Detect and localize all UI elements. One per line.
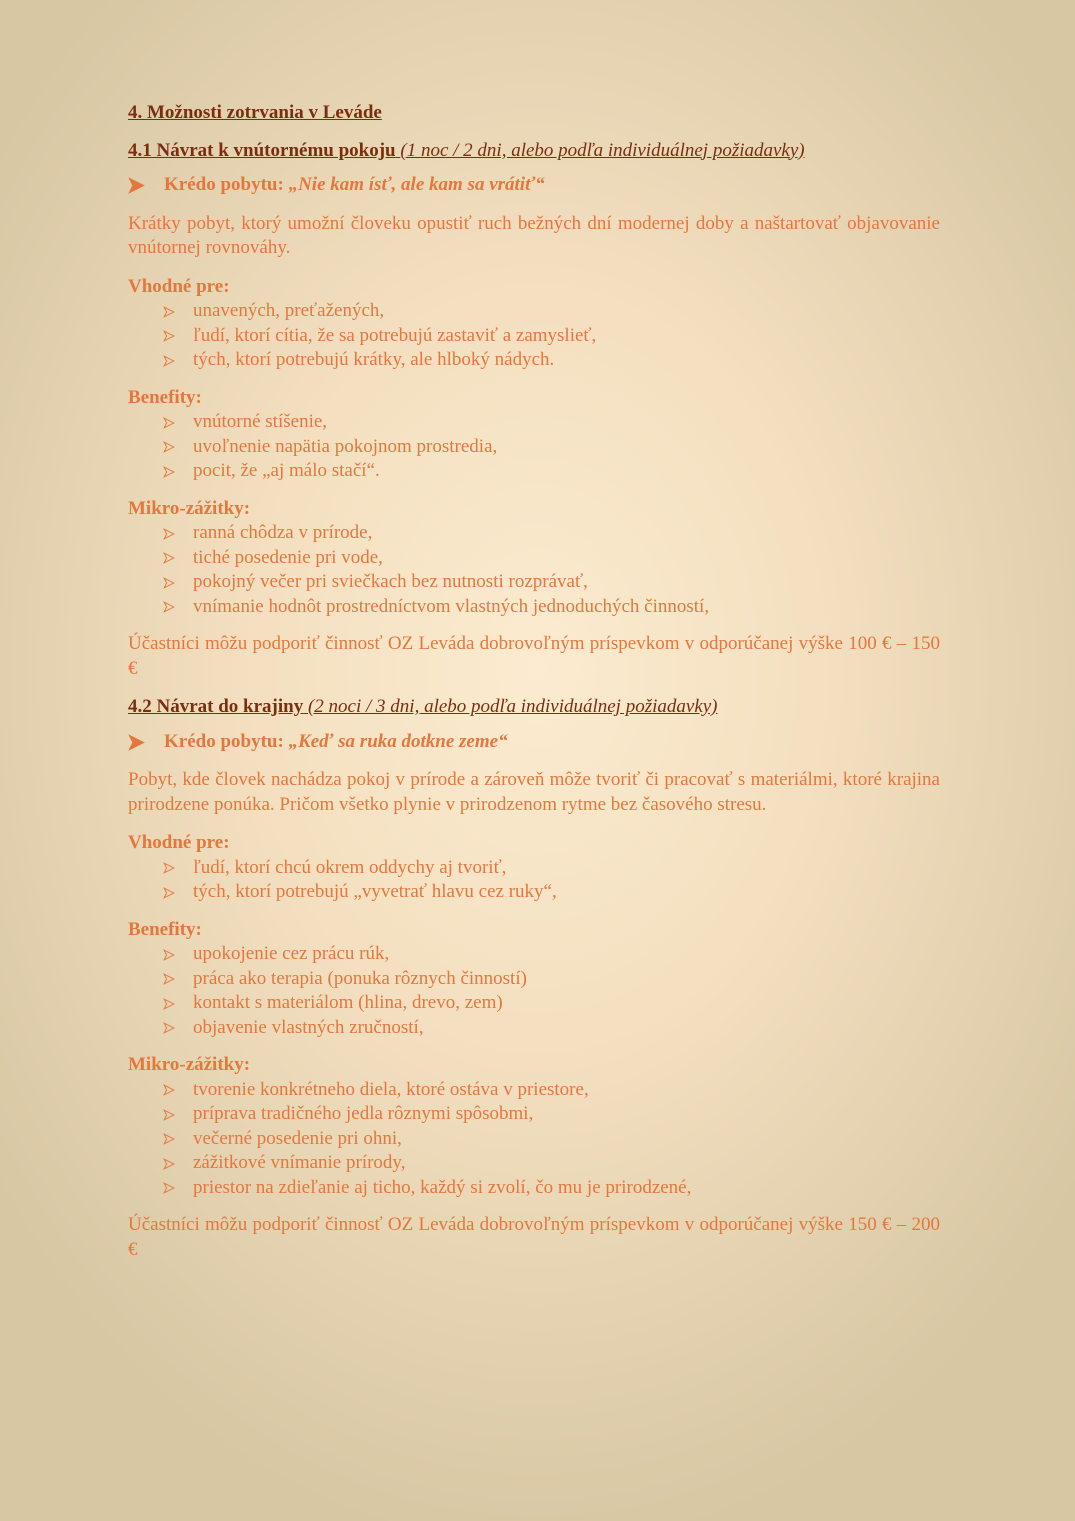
- arrowhead-bullet-icon: [163, 1128, 175, 1153]
- benefits-label: Benefity:: [128, 918, 202, 940]
- section-subtitle: (2 noci / 3 dni, alebo podľa individuálnej požiadavky): [307, 696, 718, 717]
- suitable-for-list: [128, 299, 940, 373]
- credo-line: [128, 730, 940, 755]
- list-item: [128, 546, 940, 571]
- micro-experiences-label: Mikro-zážitky:: [128, 1054, 251, 1075]
- arrowhead-bullet-icon: [163, 349, 175, 374]
- arrowhead-bullet-icon: [163, 1152, 175, 1177]
- credo-label: Krédo pobytu:: [164, 730, 284, 752]
- section-1: [128, 139, 940, 682]
- arrowhead-bullet-icon: [163, 596, 175, 621]
- list-item: [128, 570, 940, 595]
- credo-text: „Keď sa ruka dotkne zeme“: [288, 730, 508, 752]
- list-item-text: vnútorné stíšenie,: [193, 411, 328, 432]
- arrowhead-bullet-icon: [163, 881, 175, 906]
- list-item: [128, 410, 940, 435]
- section-description: Krátky pobyt, ktorý umožní človeku opustiť ruch bežných dní modernej doby a naštartovať objavovanie vnútornej rovnováhy.: [128, 212, 940, 258]
- list-item-text: tých, ktorí potrebujú „vyvetrať hlavu cez ruky“,: [193, 881, 557, 902]
- list-item: [128, 595, 940, 620]
- arrowhead-bullet-icon: [163, 943, 175, 968]
- arrowhead-bullet-icon: [163, 1103, 175, 1128]
- credo-label: Krédo pobytu:: [164, 174, 284, 195]
- list-item: [128, 435, 940, 460]
- credo-text: „Nie kam ísť, ale kam sa vrátiť“: [288, 174, 545, 195]
- list-item-text: zážitkové vnímanie prírody,: [193, 1152, 406, 1173]
- list-item: [128, 1151, 940, 1176]
- suitable-for-list: [128, 856, 940, 905]
- section-title-text: 4.1 Návrat k vnútornému pokoju: [128, 139, 396, 161]
- contribution-note: Účastníci môžu podporiť činnosť OZ Leváda dobrovoľným príspevkom v odporúčanej výške 150 € – 200 €: [128, 1214, 940, 1260]
- list-item: [128, 1176, 940, 1201]
- section-title: [128, 695, 940, 720]
- suitable-for-label: Vhodné pre:: [128, 832, 230, 853]
- contribution-note: Účastníci môžu podporiť činnosť OZ Leváda dobrovoľným príspevkom v odporúčanej výške 100 € – 150 €: [128, 633, 940, 679]
- list-item-text: večerné posedenie pri ohni,: [193, 1127, 402, 1149]
- suitable-for-label: Vhodné pre:: [128, 275, 230, 297]
- list-item: [128, 942, 940, 967]
- list-item-text: pocit, že „aj málo stačí“.: [193, 460, 380, 481]
- page-heading: 4. Možnosti zotrvania v Leváde: [128, 102, 382, 123]
- micro-experiences-list: [128, 1078, 940, 1201]
- list-item-text: kontakt s materiálom (hlina, drevo, zem): [193, 992, 503, 1013]
- arrowhead-bullet-icon: [163, 857, 175, 882]
- list-item-text: tiché posedenie pri vode,: [193, 546, 383, 568]
- arrowhead-bullet-icon: [163, 411, 175, 436]
- arrowhead-bullet-icon: [163, 547, 175, 572]
- list-item-text: objavenie vlastných zručností,: [193, 1016, 424, 1038]
- list-item: [128, 1127, 940, 1152]
- list-item-text: práca ako terapia (ponuka rôznych činností): [193, 967, 527, 989]
- arrowhead-bullet-icon: [163, 571, 175, 596]
- arrowhead-bullet-icon: [163, 460, 175, 485]
- section-title: [128, 139, 940, 164]
- micro-experiences-list: [128, 521, 940, 619]
- list-item: [128, 880, 940, 905]
- section-subtitle: (1 noc / 2 dni, alebo podľa individuálnej požiadavky): [400, 139, 805, 161]
- list-item-text: priestor na zdieľanie aj ticho, každý si zvolí, čo mu je prirodzené,: [193, 1176, 692, 1198]
- list-item: [128, 521, 940, 546]
- benefits-list: [128, 410, 940, 484]
- sections-container: [128, 139, 940, 1263]
- arrowhead-bullet-icon: [163, 300, 175, 325]
- list-item: [128, 967, 940, 992]
- list-item-text: ranná chôdza v prírode,: [193, 522, 373, 543]
- section-title-text: 4.2 Návrat do krajiny: [128, 696, 304, 717]
- list-item-text: príprava tradičného jedla rôznymi spôsobmi,: [193, 1103, 534, 1124]
- arrowhead-bullet-icon: [163, 1079, 175, 1104]
- list-item-text: uvoľnenie napätia pokojnom prostredia,: [193, 435, 498, 457]
- list-item-text: ľudí, ktorí cítia, že sa potrebujú zastaviť a zamyslieť,: [193, 324, 597, 346]
- list-item-text: unavených, preťažených,: [193, 300, 385, 321]
- list-item: [128, 299, 940, 324]
- arrowhead-bullet-icon: [163, 968, 175, 993]
- section-2: [128, 695, 940, 1262]
- benefits-label: Benefity:: [128, 386, 202, 408]
- credo-line: [128, 173, 940, 198]
- benefits-list: [128, 942, 940, 1040]
- list-item-text: pokojný večer pri sviečkach bez nutnosti rozprávať,: [193, 571, 588, 592]
- list-item-text: upokojenie cez prácu rúk,: [193, 943, 390, 964]
- arrowhead-bullet-icon: [163, 1017, 175, 1042]
- arrowhead-bullet-icon: [128, 173, 150, 198]
- list-item-text: ľudí, ktorí chcú okrem oddychy aj tvoriť,: [193, 856, 507, 878]
- list-item-text: tých, ktorí potrebujú krátky, ale hlboký nádych.: [193, 349, 555, 370]
- list-item: [128, 348, 940, 373]
- list-item: [128, 1016, 940, 1041]
- list-item: [128, 856, 940, 881]
- micro-experiences-label: Mikro-zážitky:: [128, 497, 251, 519]
- arrowhead-bullet-icon: [163, 325, 175, 350]
- document-page: [128, 101, 940, 1276]
- arrowhead-bullet-icon: [163, 992, 175, 1017]
- list-item: [128, 324, 940, 349]
- arrowhead-bullet-icon: [163, 436, 175, 461]
- list-item: [128, 1078, 940, 1103]
- list-item-text: tvorenie konkrétneho diela, ktoré ostáva v priestore,: [193, 1078, 589, 1100]
- list-item: [128, 991, 940, 1016]
- list-item-text: vnímanie hodnôt prostredníctvom vlastných jednoduchých činností,: [193, 595, 710, 617]
- arrowhead-bullet-icon: [128, 730, 150, 755]
- arrowhead-bullet-icon: [163, 522, 175, 547]
- list-item: [128, 459, 940, 484]
- list-item: [128, 1102, 940, 1127]
- section-description: Pobyt, kde človek nachádza pokoj v prírode a zároveň môže tvoriť či pracovať s materiálmi, ktoré krajina prirodzene ponúka. Pričom všetko plynie v prirodzenom rytme bez časového stresu.: [128, 769, 940, 815]
- arrowhead-bullet-icon: [163, 1177, 175, 1202]
